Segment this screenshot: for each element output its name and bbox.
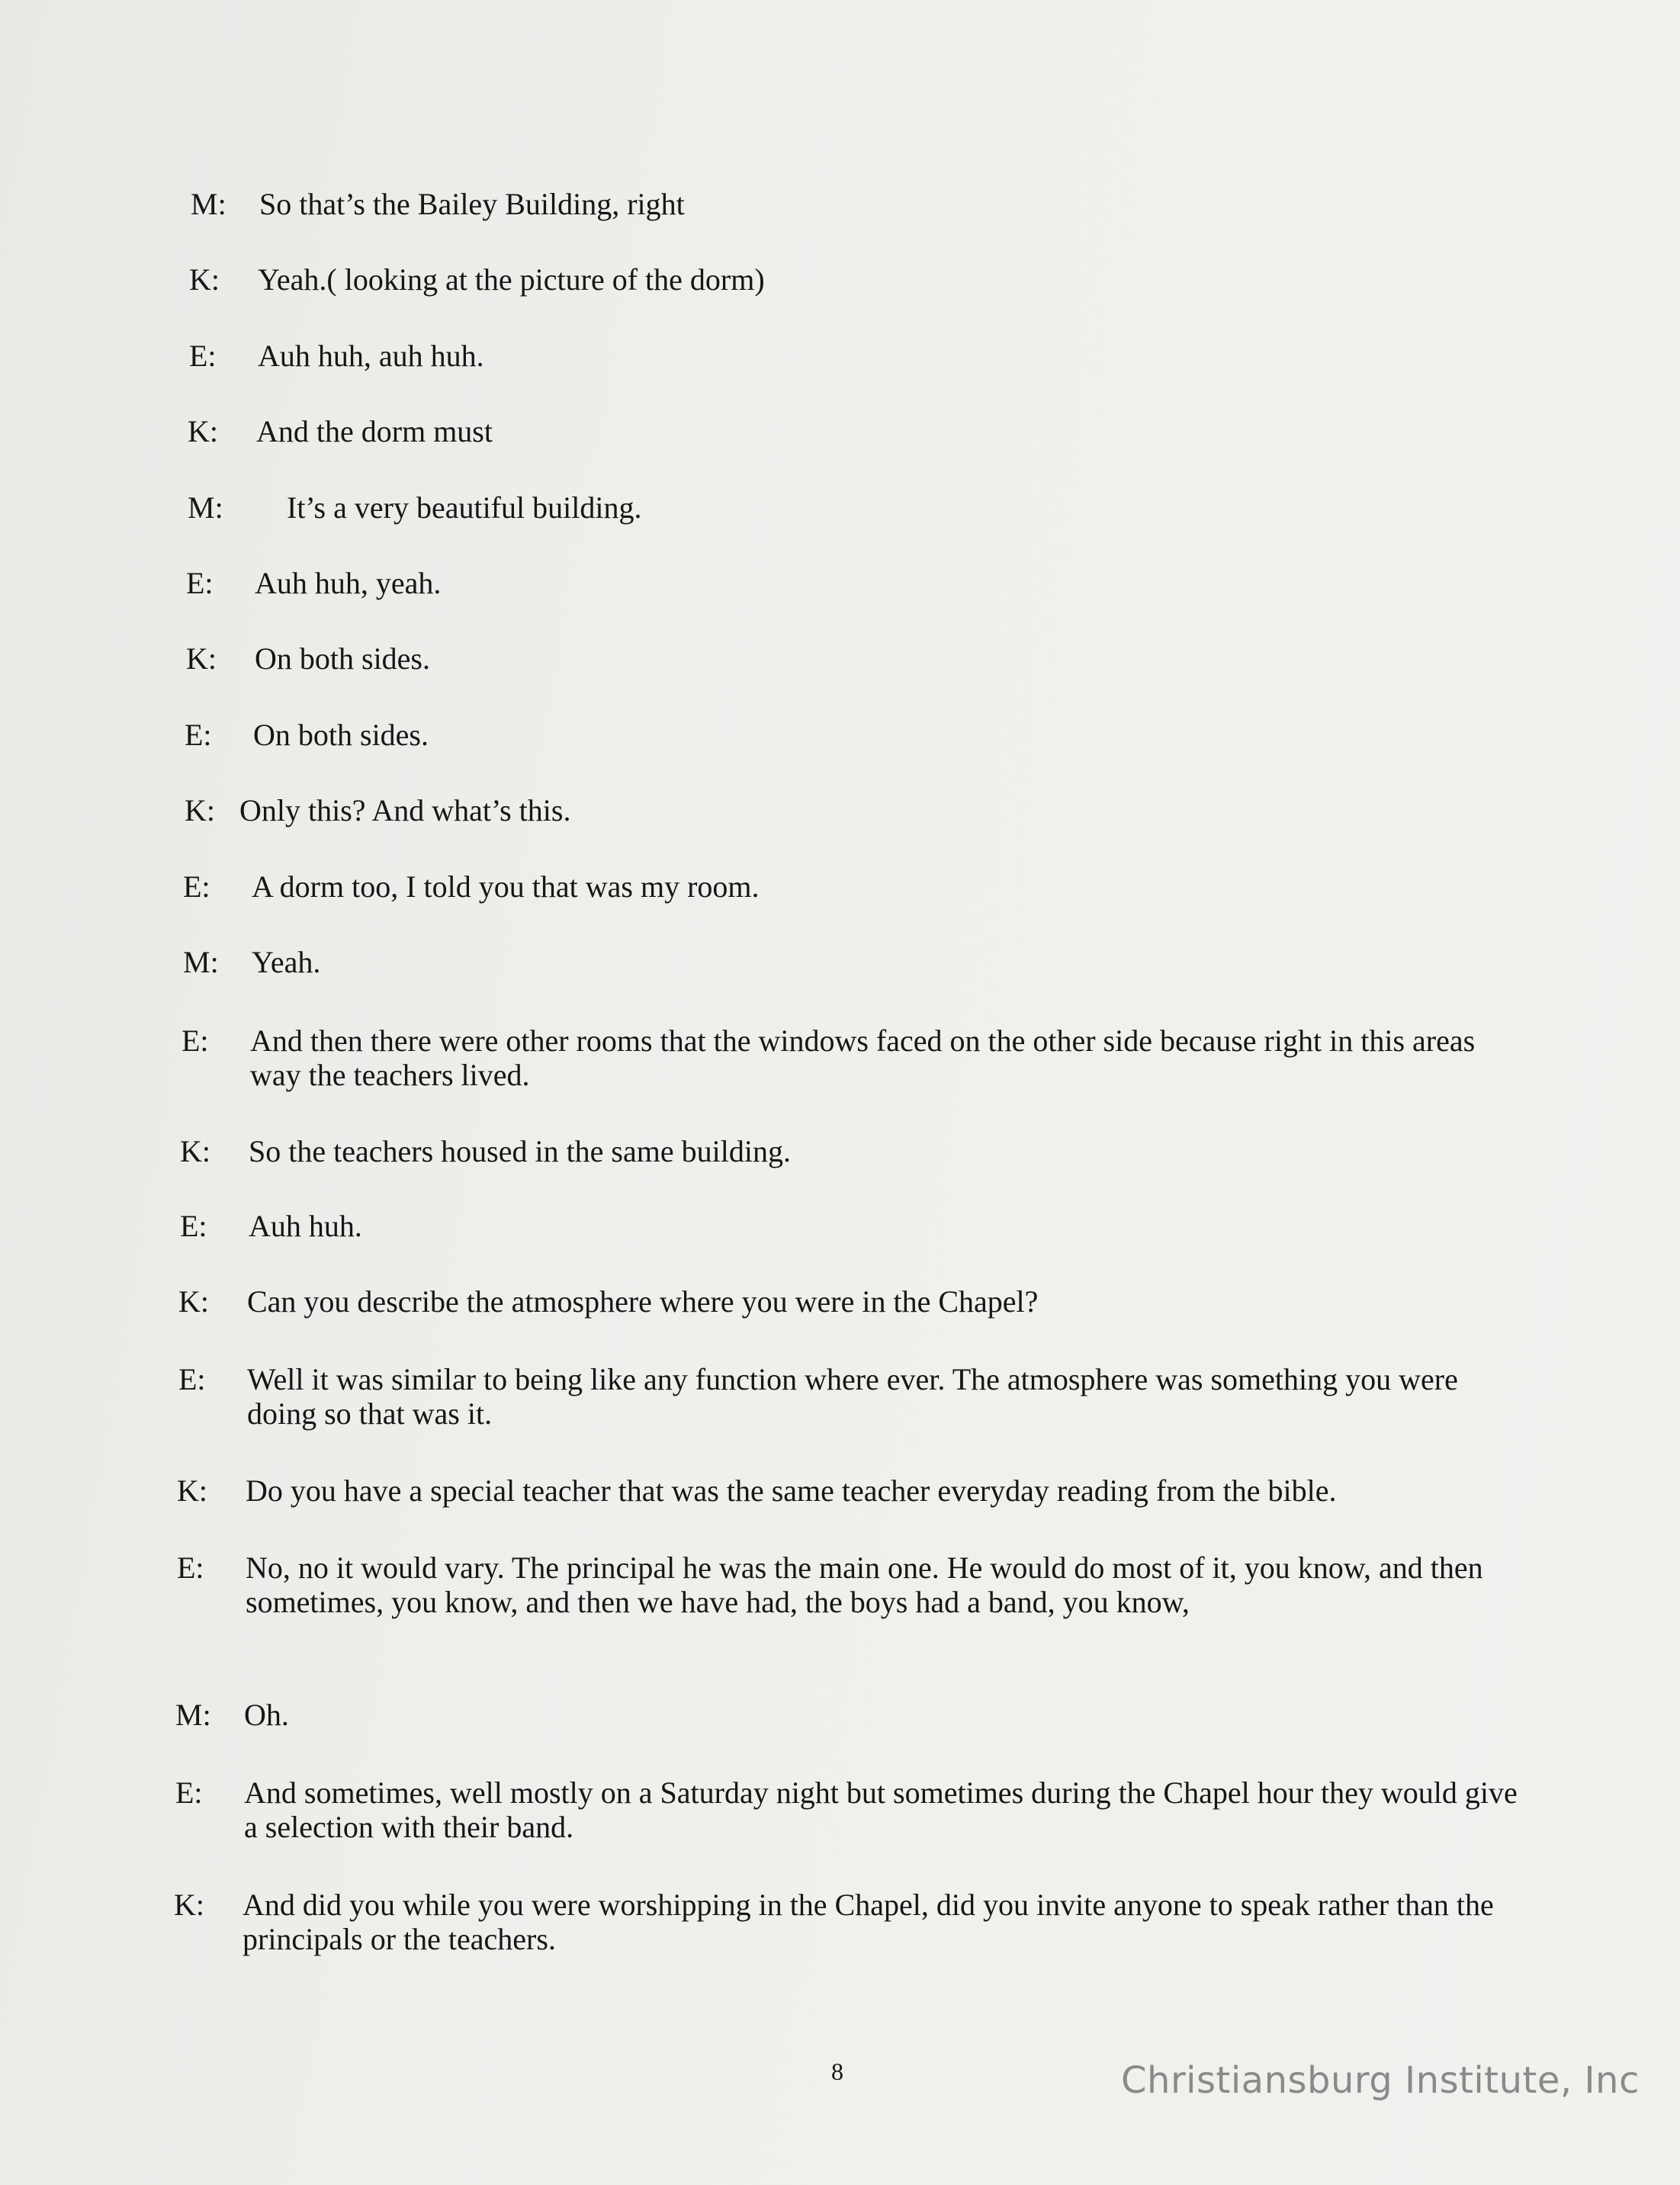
utterance-text: Oh.: [244, 1698, 289, 1732]
utterance-text: Do you have a special teacher that was the same teacher everyday reading from the bible.: [246, 1473, 1337, 1508]
utterance-text: And the dorm must: [256, 414, 493, 448]
speaker-label: K:: [185, 793, 215, 827]
transcript-line: [188, 490, 641, 525]
utterance-text: And then there were other rooms that the windows faced on the other side because right in this areas way the teachers lived.: [250, 1023, 1476, 1092]
utterance-text: Yeah.: [252, 945, 321, 979]
utterance-text: Yeah.( looking at the picture of the dorm): [258, 262, 765, 297]
transcript-line: [178, 1284, 1038, 1319]
utterance-text: And sometimes, well mostly on a Saturday night but sometimes during the Chapel hour they would give a selection with their band.: [244, 1775, 1518, 1844]
speaker-label: E:: [180, 1209, 207, 1243]
page-number: 8: [831, 2058, 843, 2085]
utterance-text: On both sides.: [255, 641, 430, 676]
transcript-line: [185, 718, 429, 752]
utterance-text: On both sides.: [253, 718, 429, 752]
transcript-line: [174, 1888, 1524, 1956]
transcript-line: [180, 1134, 791, 1168]
speaker-label: K:: [186, 641, 217, 676]
speaker-label: E:: [177, 1550, 204, 1585]
transcript-line: [177, 1473, 1336, 1508]
speaker-label: E:: [175, 1775, 203, 1810]
transcript-line: [186, 641, 430, 676]
transcript-line: [185, 793, 570, 827]
utterance-text: Auh huh, yeah.: [255, 566, 442, 600]
transcript-line: [189, 339, 484, 373]
utterance-text: Can you describe the atmosphere where you were in the Chapel?: [247, 1284, 1039, 1319]
speaker-label: E:: [185, 718, 212, 752]
transcript-line: [186, 566, 441, 600]
utterance-text: And did you while you were worshipping in the Chapel, did you invite anyone to speak rather than the principals or the teachers.: [243, 1888, 1494, 1956]
speaker-label: E:: [183, 869, 210, 904]
transcript-line: [183, 945, 320, 979]
transcript-line: [175, 1775, 1525, 1844]
speaker-label: K:: [188, 414, 218, 448]
speaker-label: K:: [174, 1888, 204, 1922]
speaker-label: K:: [180, 1134, 210, 1168]
speaker-label: E:: [181, 1023, 209, 1058]
transcript-line: [191, 187, 685, 221]
transcript-line: [177, 1550, 1527, 1619]
transcript-line: [175, 1698, 289, 1732]
speaker-label: M:: [191, 187, 226, 221]
speaker-label: M:: [175, 1698, 211, 1732]
speaker-label: E:: [186, 566, 214, 600]
transcript-line: [180, 1209, 362, 1243]
speaker-label: K:: [189, 262, 220, 297]
speaker-label: M:: [183, 945, 219, 979]
transcript-line: [189, 262, 765, 297]
transcript-line: [183, 869, 760, 904]
utterance-text: A dorm too, I told you that was my room.: [252, 869, 760, 904]
watermark: Christiansburg Institute, Inc: [1121, 2059, 1640, 2102]
utterance-text: No, no it would vary. The principal he was the main one. He would do most of it, you know, and then sometimes, you know, and then we have had, the boys had a band, you know,: [246, 1550, 1483, 1619]
speaker-label: K:: [177, 1473, 207, 1508]
speaker-label: E:: [189, 339, 217, 373]
transcript-line: [188, 414, 493, 448]
speaker-label: E:: [178, 1362, 206, 1396]
transcript-line: [181, 1023, 1531, 1092]
speaker-label: M:: [188, 490, 223, 525]
utterance-text: Auh huh.: [249, 1209, 362, 1243]
utterance-text: Only this? And what’s this.: [239, 793, 571, 827]
utterance-text: So that’s the Bailey Building, right: [259, 187, 685, 221]
utterance-text: It’s a very beautiful building.: [287, 490, 642, 525]
utterance-text: Well it was similar to being like any function where ever. The atmosphere was something you were doing so that was it.: [247, 1362, 1458, 1431]
speaker-label: K:: [178, 1284, 209, 1319]
utterance-text: So the teachers housed in the same building.: [249, 1134, 791, 1168]
transcript-line: [178, 1362, 1528, 1431]
utterance-text: Auh huh, auh huh.: [258, 339, 484, 373]
